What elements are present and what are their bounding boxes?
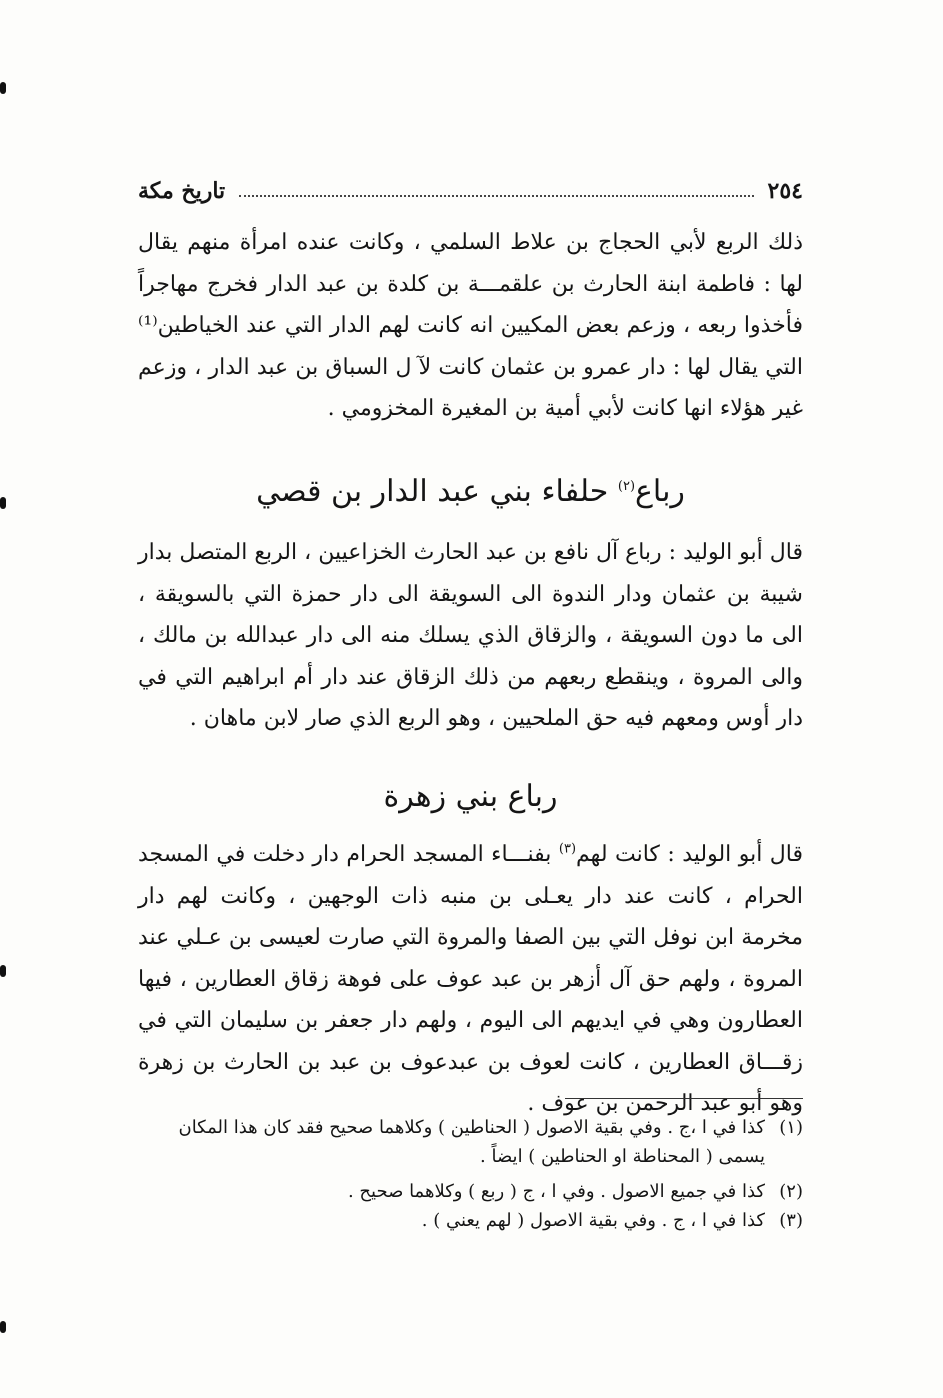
footnote-ref-2: (٢) [617, 479, 636, 494]
section-heading-bani-zuhra: رباع بني زهرة [383, 779, 558, 814]
running-header [138, 174, 803, 208]
paragraph-1: ذلك الربع لأبي الحجاج بن علاط السلمي ، وكانت عنده امرأة منهم يقال لها : فاطمة ابنة الحارث بن علقمـــة بن كلدة بن عبد الدار فخرج مهاجراً فأخذوا ربعه ، وزعم بعض المكيين انه كانت لهم الدار التي عند الخياطين⁽¹⁾ التي يقال لها : دار عمرو بن عثمان كانت لآ ل السباق بن عبد الدار ، وزعم غير هؤلاء انها كانت لأبي أمية بن المغيرة المخزومي . [138, 230, 803, 421]
footnote-number: (١) [779, 1117, 803, 1138]
footnote-text: كذا في ا ،ج . وفي بقية الاصول ( الحناطين ) وكلاهما صحيح فقد كان هذا المكان يسمى ( المحناطة او الحناطين ) ايضاً . [178, 1117, 765, 1167]
paragraph-2: قال أبو الوليد : رباع آل نافع بن عبد الحارث الخزاعيين ، الربع المتصل بدار شيبة بن عثمان ودار الندوة الى السويقة الى دار حمزة التي بالسويقة ، الى ما دون السويقة ، والزقاق الذي يسلك منه الى دار عبدالله بن مالك ، والى المروة ، وينقطع ربعهم من ذلك الزقاق عند دار أم ابراهيم التي في دار أوس ومعهم فيه حق الملحيين ، وهو الربع الذي صار لابن ماهان . [138, 540, 803, 731]
header-dotted-leader [239, 195, 753, 197]
running-title: تاريخ مكة [138, 178, 226, 204]
footnote-ref-3: (٣) [558, 841, 577, 857]
footnote-separator [565, 1098, 803, 1099]
footnote-number: (٣) [779, 1210, 803, 1231]
footnote-text: كذا في جميع الاصول . وفي ا ، ج ( ربع ) وكلاهما صحيح . [347, 1181, 765, 1202]
page-number: ٢٥٤ [767, 178, 803, 204]
footnote-text: كذا في ا ، ج . وفي بقية الاصول ( لهم يعني ) . [421, 1210, 765, 1231]
scan-edge-mark [0, 497, 6, 509]
heading-text-end: حلفاء بني عبد الدار بن قصي [256, 474, 609, 509]
paragraph-3-start: قال أبو الوليد : كانت لهم [576, 842, 804, 867]
footnote-3 [138, 1206, 803, 1235]
paragraph-3 [138, 834, 803, 1125]
paragraph-3-rest: بفنـــاء المسجد الحرام دار دخلت في المسجد الحرام ، كانت عند دار يعـلى بن منبه ذات الوجهين ، وكانت لهم دار مخرمة ابن نوفل التي بين الصفا والمروة التي صارت لعيسى بن عـلي عند المروة ، ولهم حق آل أزهر بن عبد عوف على فوهة زقاق العطارين ، فيها العطارون وهي في ايديهم الى اليوم ، ولهم دار جعفر بن سليمان التي في زقـــاق العطارين ، كانت لعوف بن عبدعوف بن عبد بن الحارث بن زهرة وهو أبو عبد الرحمن بن عوف . [138, 842, 803, 1116]
footnote-2 [138, 1177, 803, 1206]
footnote-number: (٢) [779, 1181, 803, 1202]
section-heading-halfa-bani-abd-al-dar [138, 470, 803, 514]
scan-edge-mark [0, 1321, 6, 1333]
scan-edge-mark [0, 82, 6, 94]
footnote-1 [138, 1113, 803, 1171]
scan-edge-mark [0, 965, 6, 977]
heading-text-start: رباع [635, 474, 685, 509]
footnotes [138, 1113, 803, 1235]
